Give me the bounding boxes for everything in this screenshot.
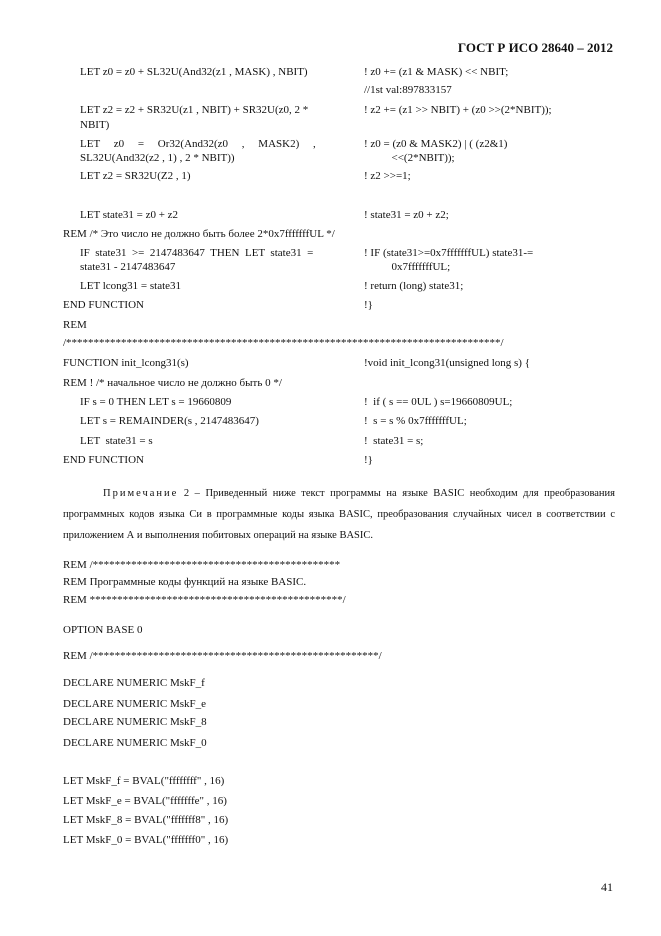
code-line-right: ! z2 >>=1; — [364, 170, 411, 182]
code-line-left: LET lcong31 = state31 — [80, 280, 182, 292]
end-function: END FUNCTION — [63, 454, 144, 466]
declare-line: DECLARE NUMERIC MskF_0 — [63, 737, 207, 749]
code-line-left: IF state31 >= 2147483647 THEN LET state31 = — [80, 247, 314, 259]
code-line-left: LET z0 = z0 + SL32U(And32(z1 , MASK) , NBIT) — [80, 66, 308, 78]
code-line-right: <<(2*NBIT)); — [364, 152, 455, 164]
rem-comment: REM /* Это число не должно быть более 2*0x7fffffffUL */ — [63, 228, 335, 240]
rem-separator: REM /****************************************************/ — [63, 650, 382, 662]
let-line: LET MskF_0 = BVAL("fffffff0" , 16) — [63, 834, 229, 846]
code-line-left: LET z0 = Or32(And32(z0 , MASK2) , — [80, 138, 316, 150]
rem-comment: REM ! /* начальное число не должно быть 0 */ — [63, 377, 282, 389]
end-function: END FUNCTION — [63, 299, 144, 311]
code-line-left: state31 - 2147483647 — [80, 261, 176, 273]
rem-block-line: REM /********************************************* — [63, 559, 341, 571]
code-line-right: ! IF (state31>=0x7fffffffUL) state31-= — [364, 247, 534, 259]
code-line-right: !} — [364, 299, 373, 311]
code-line-right: //1st val:897833157 — [364, 84, 452, 96]
code-line-left: IF s = 0 THEN LET s = 19660809 — [80, 396, 232, 408]
code-line-left: NBIT) — [80, 119, 110, 131]
declare-line: DECLARE NUMERIC MskF_f — [63, 677, 205, 689]
code-line-left: LET state31 = s — [80, 435, 153, 447]
note-text: 2 – Приведенный ниже текст программы на языке BASIC необходим для преобразования программных кодов языка Си в программные коды языка BASIC, преобразования случайных чисел в соответствии с приложением А и выполнения побитовых операций на языке BASIC. — [63, 488, 615, 541]
code-line-right: ! z2 += (z1 >> NBIT) + (z0 >>(2*NBIT)); — [364, 104, 552, 116]
declare-line: DECLARE NUMERIC MskF_e — [63, 698, 207, 710]
code-line-right: ! return (long) state31; — [364, 280, 464, 292]
let-line: LET MskF_f = BVAL("ffffffff" , 16) — [63, 775, 225, 787]
code-line-right: ! z0 = (z0 & MASK2) | ( (z2&1) — [364, 138, 508, 150]
let-line: LET MskF_8 = BVAL("fffffff8" , 16) — [63, 814, 229, 826]
code-line-left: LET z2 = SR32U(Z2 , 1) — [80, 170, 191, 182]
rem-block-line: REM Программные коды функций на языке BASIC. — [63, 576, 307, 588]
code-line-right: ! state31 = z0 + z2; — [364, 209, 449, 221]
code-line-left: LET state31 = z0 + z2 — [80, 209, 179, 221]
code-line-right: ! state31 = s; — [364, 435, 424, 447]
code-line-right: ! s = s % 0x7fffffffUL; — [364, 415, 467, 427]
let-line: LET MskF_e = BVAL("fffffffe" , 16) — [63, 795, 227, 807]
page-number: 41 — [601, 880, 613, 894]
note-paragraph — [63, 483, 615, 546]
code-line-left: SL32U(And32(z2 , 1) , 2 * NBIT)) — [80, 152, 235, 164]
rem-block-line: REM **********************************************/ — [63, 594, 346, 606]
code-line-right: 0x7fffffffUL; — [364, 261, 451, 273]
declare-line: DECLARE NUMERIC MskF_8 — [63, 716, 207, 728]
document-header: ГОСТ Р ИСО 28640 – 2012 — [457, 40, 613, 55]
rem-comment: REM — [63, 319, 87, 331]
note-label: Примечание — [103, 488, 179, 499]
code-line-left: LET s = REMAINDER(s , 2147483647) — [80, 415, 259, 427]
option-base: OPTION BASE 0 — [63, 624, 143, 636]
code-line-right: !} — [364, 454, 373, 466]
code-line-right: !void init_lcong31(unsigned long s) { — [364, 357, 530, 369]
code-line-right: ! if ( s == 0UL ) s=19660809UL; — [364, 396, 513, 408]
function-declaration: FUNCTION init_lcong31(s) — [63, 357, 189, 369]
star-separator: /*******************************************************************************/ — [63, 337, 504, 349]
code-line-right: ! z0 += (z1 & MASK) << NBIT; — [364, 66, 509, 78]
code-line-left: LET z2 = z2 + SR32U(z1 , NBIT) + SR32U(z0, 2 * — [80, 104, 309, 116]
